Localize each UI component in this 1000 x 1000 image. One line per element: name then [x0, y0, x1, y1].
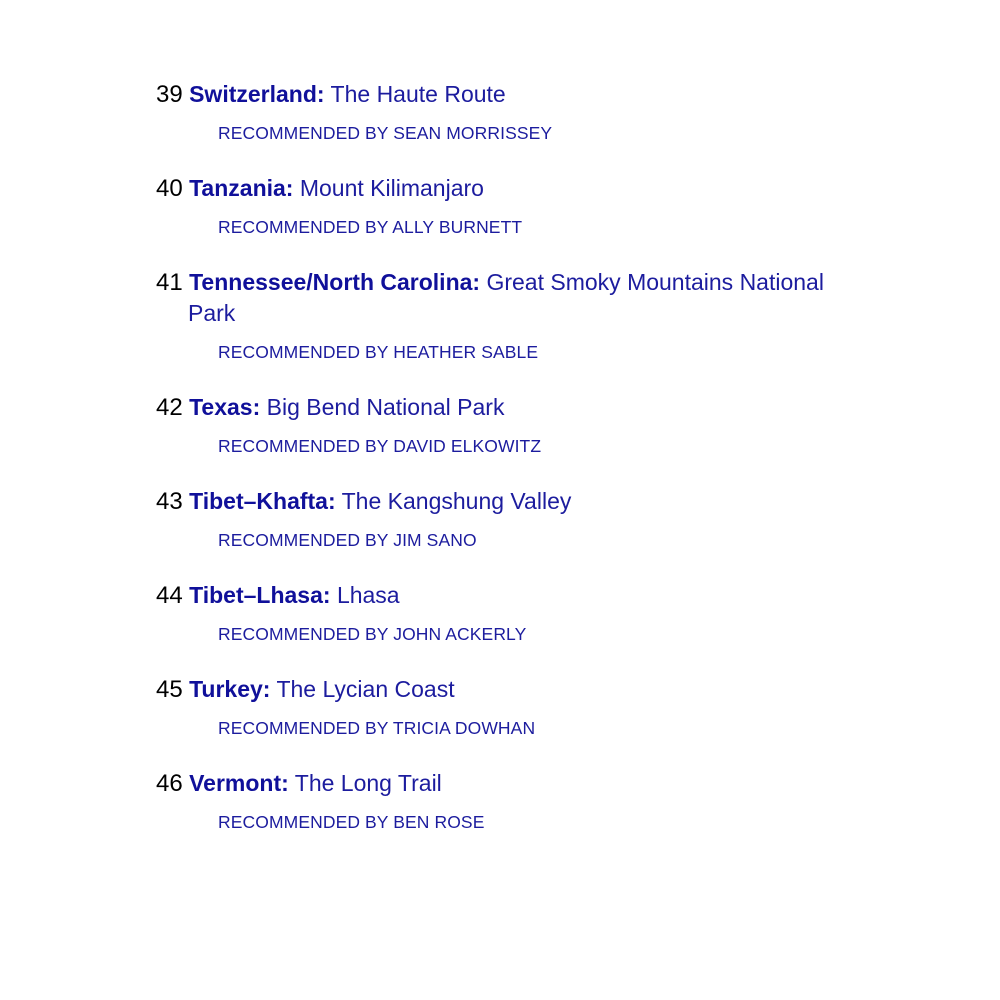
- entry-heading[interactable]: [156, 768, 836, 799]
- entry-place: Tibet–Lhasa:: [189, 582, 331, 608]
- toc-entry-41[interactable]: [156, 267, 836, 363]
- entry-place: Switzerland:: [189, 81, 325, 107]
- toc-entry-46[interactable]: [156, 768, 836, 833]
- entry-credit: RECOMMENDED BY DAVID ELKOWITZ: [218, 436, 542, 456]
- toc-entry-43[interactable]: [156, 486, 836, 551]
- entry-heading[interactable]: [156, 79, 836, 110]
- toc-entry-42[interactable]: [156, 392, 836, 457]
- entry-title: The Lycian Coast: [276, 676, 455, 702]
- entry-place: Vermont:: [189, 770, 289, 796]
- entry-heading[interactable]: [156, 173, 836, 204]
- entry-credit: RECOMMENDED BY JOHN ACKERLY: [218, 624, 527, 644]
- entry-number: 46: [156, 770, 183, 797]
- entry-credit: RECOMMENDED BY HEATHER SABLE: [218, 342, 539, 362]
- toc-entry-45[interactable]: [156, 674, 836, 739]
- entry-title: Mount Kilimanjaro: [299, 175, 484, 201]
- entry-number: 42: [156, 394, 183, 421]
- table-of-contents: [156, 79, 836, 833]
- entry-title: Lhasa: [336, 582, 400, 608]
- entry-credit: RECOMMENDED BY JIM SANO: [218, 530, 477, 550]
- entry-number: 40: [156, 175, 183, 202]
- entry-title: The Haute Route: [330, 81, 506, 107]
- entry-credit: RECOMMENDED BY ALLY BURNETT: [218, 217, 523, 237]
- entry-number: 43: [156, 488, 183, 515]
- entry-credit: RECOMMENDED BY SEAN MORRISSEY: [218, 123, 553, 143]
- entry-place: Tanzania:: [189, 175, 294, 201]
- toc-entry-39[interactable]: [156, 79, 836, 144]
- entry-title: Great Smoky Mountains National Park: [188, 269, 824, 326]
- entry-heading[interactable]: [156, 392, 836, 423]
- entry-place: Tennessee/North Carolina:: [189, 269, 481, 295]
- entry-number: 41: [156, 269, 183, 296]
- entry-title: The Kangshung Valley: [341, 488, 572, 514]
- entry-number: 44: [156, 582, 183, 609]
- entry-credit: RECOMMENDED BY BEN ROSE: [218, 812, 485, 832]
- entry-heading[interactable]: [156, 486, 836, 517]
- entry-place: Tibet–Khafta:: [189, 488, 336, 514]
- entry-heading[interactable]: [156, 674, 836, 705]
- entry-number: 39: [156, 81, 183, 108]
- entry-credit: RECOMMENDED BY TRICIA DOWHAN: [218, 718, 536, 738]
- toc-entry-44[interactable]: [156, 580, 836, 645]
- entry-title: The Long Trail: [294, 770, 442, 796]
- entry-heading[interactable]: [156, 580, 836, 611]
- toc-entry-40[interactable]: [156, 173, 836, 238]
- entry-number: 45: [156, 676, 183, 703]
- entry-title: Big Bend National Park: [266, 394, 505, 420]
- entry-place: Turkey:: [189, 676, 271, 702]
- entry-place: Texas:: [189, 394, 261, 420]
- entry-heading[interactable]: [156, 267, 836, 329]
